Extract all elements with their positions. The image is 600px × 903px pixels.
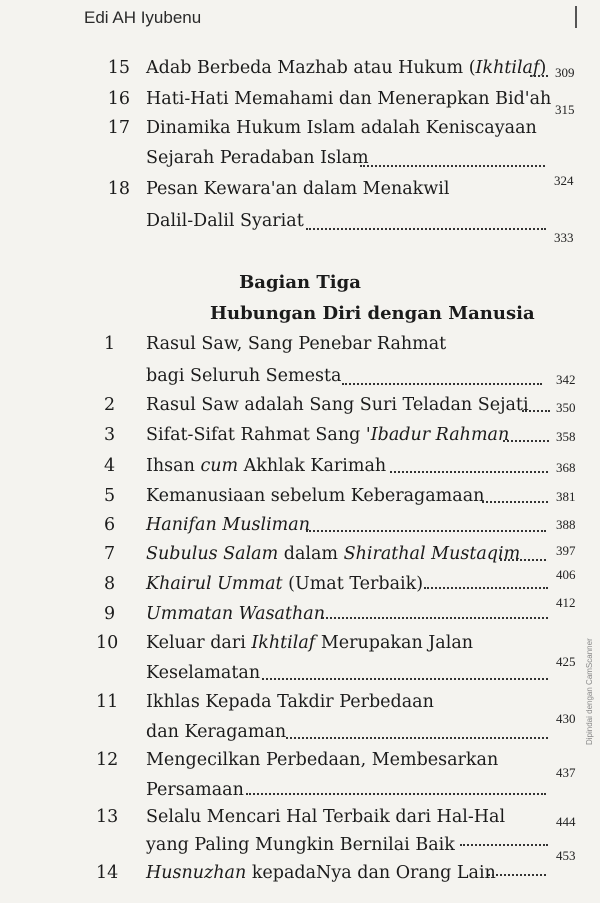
entry-number: 4 [104, 456, 116, 476]
entry-number: 6 [104, 515, 116, 535]
dot-leader [286, 735, 548, 739]
dot-leader [342, 381, 542, 385]
dot-leader [360, 163, 545, 167]
entry-number: 1 [104, 334, 116, 354]
page-number: 350 [556, 400, 576, 415]
page-number: 406 [556, 567, 576, 582]
page-number: 388 [556, 517, 576, 532]
page-number: 324 [554, 173, 574, 188]
dot-leader [488, 872, 546, 876]
entry-number: 11 [96, 692, 119, 712]
entry-number: 9 [104, 604, 116, 624]
entry-number: 7 [104, 544, 116, 564]
dot-leader [306, 528, 546, 532]
page-number: 430 [556, 711, 576, 726]
part-title: Bagian Tiga [239, 272, 361, 293]
entry-title: Kemanusiaan sebelum Keberagamaan [146, 486, 485, 506]
entry-number: 16 [107, 89, 130, 109]
dot-leader [390, 469, 548, 473]
entry-number: 8 [104, 574, 116, 594]
entry-number: 15 [107, 58, 130, 78]
page-number: 368 [556, 460, 576, 475]
entry-title: Adab Berbeda Mazhab atau Hukum (Ikhtilaf) [146, 58, 547, 78]
entry-title: Sifat-Sifat Rahmat Sang 'Ibadur Rahman [146, 425, 510, 445]
dot-leader [424, 585, 548, 589]
entry-title: Husnuzhan kepadaNya dan Orang Lain [146, 863, 496, 883]
entry-title: Ihsan cum Akhlak Karimah [146, 456, 387, 476]
entry-number: 2 [104, 395, 116, 415]
entry-number: 12 [96, 750, 119, 770]
entry-title: Hati-Hati Memahami dan Menerapkan Bid'ah [146, 89, 552, 109]
entry-title: Pesan Kewara'an dalam Menakwil [146, 179, 450, 199]
entry-title-cont: dan Keragaman [146, 722, 287, 742]
dot-leader [522, 408, 550, 412]
dot-leader [322, 615, 548, 619]
entry-number: 10 [96, 633, 119, 653]
entry-title-cont: Persamaan [146, 780, 244, 800]
header-rule [575, 6, 577, 28]
dot-leader [262, 676, 548, 680]
entry-title-cont: bagi Seluruh Semesta [146, 366, 342, 386]
part-subtitle: Hubungan Diri dengan Manusia [210, 303, 535, 324]
entry-title-cont: Keselamatan [146, 663, 261, 683]
entry-title: Mengecilkan Perbedaan, Membesarkan [146, 750, 499, 770]
entry-title: Ummatan Wasathan [146, 604, 325, 624]
page-number: 425 [556, 654, 576, 669]
entry-number: 17 [107, 118, 130, 138]
dot-leader [246, 791, 546, 795]
scanner-watermark: Dipindai dengan CamScanner [585, 638, 594, 745]
page-number: 397 [556, 543, 576, 558]
page-number: 444 [556, 814, 576, 829]
entry-number: 5 [104, 486, 116, 506]
entry-title-cont: yang Paling Mungkin Bernilai Baik [146, 835, 455, 855]
running-header: Edi AH Iyubenu [84, 8, 202, 27]
entry-number: 14 [96, 863, 119, 883]
dot-leader [482, 499, 548, 503]
dot-leader [503, 438, 549, 442]
page-number: 381 [556, 489, 576, 504]
dot-leader [306, 226, 546, 230]
page-number: 358 [556, 429, 576, 444]
page-number: 333 [554, 230, 574, 245]
entry-title: Rasul Saw adalah Sang Suri Teladan Sejati [146, 395, 529, 415]
entry-title: Dinamika Hukum Islam adalah Keniscayaan [146, 118, 537, 138]
dot-leader [500, 557, 546, 561]
page-number: 453 [556, 848, 576, 863]
entry-title: Rasul Saw, Sang Penebar Rahmat [146, 334, 447, 354]
entry-title: Hanifan Musliman [146, 515, 310, 535]
dot-leader [530, 73, 548, 77]
page-number: 315 [555, 102, 575, 117]
entry-number: 13 [96, 807, 119, 827]
page-number: 309 [555, 65, 575, 80]
entry-number: 3 [104, 425, 116, 445]
dot-leader [460, 842, 548, 846]
entry-title: Subulus Salam dalam Shirathal Mustaqim [146, 544, 521, 564]
page-number: 342 [556, 372, 576, 387]
entry-title: Ikhlas Kepada Takdir Perbedaan [146, 692, 434, 712]
entry-title: Khairul Ummat (Umat Terbaik) [146, 574, 424, 594]
entry-title: Selalu Mencari Hal Terbaik dari Hal-Hal [146, 807, 506, 827]
entry-number: 18 [107, 179, 130, 199]
page-number: 437 [556, 765, 576, 780]
entry-title: Keluar dari Ikhtilaf Merupakan Jalan [146, 633, 474, 653]
page-number: 412 [556, 595, 576, 610]
entry-title-cont: Dalil-Dalil Syariat [146, 211, 304, 231]
entry-title-cont: Sejarah Peradaban Islam [146, 148, 369, 168]
